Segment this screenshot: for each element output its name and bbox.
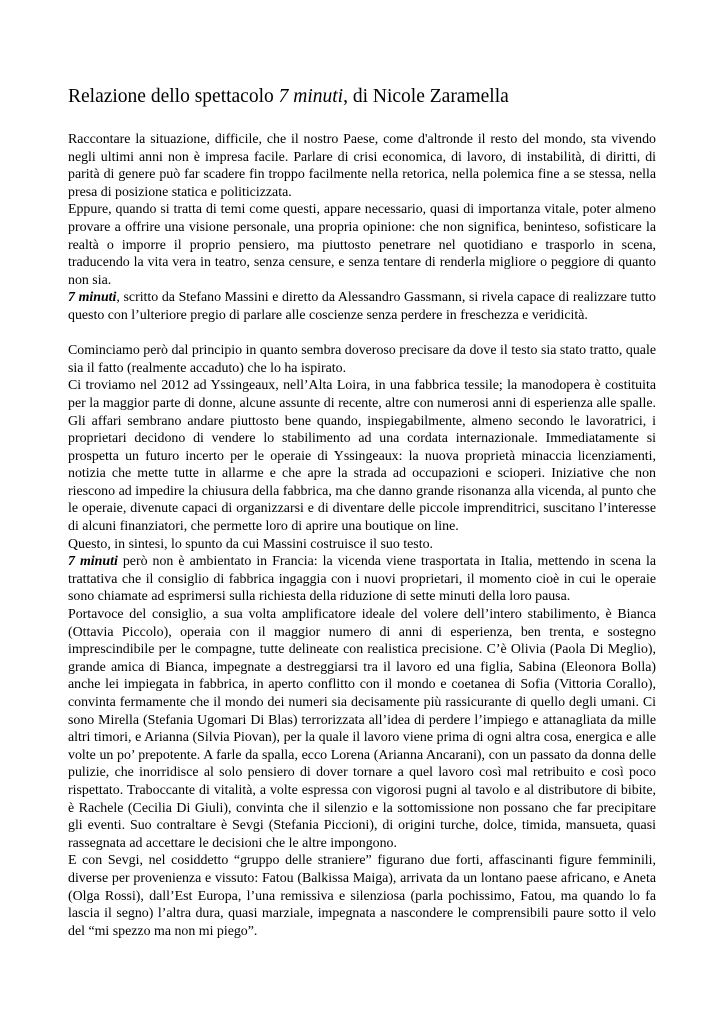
paragraph-intro: Raccontare la situazione, difficile, che il nostro Paese, come d'altronde il resto del mondo, sta vivendo negli ultimi anni non è impresa facile. Parlare di crisi economica, di lavoro, di instabilità, di diritti, di parità di genere può far scadere fin troppo facilmente nella retorica, nella polemica fine a se stessa, nella presa di posizione statica e politicizzata. (68, 132, 656, 200)
title-prefix: Relazione dello spettacolo (68, 86, 279, 107)
title-play-name: 7 minuti (278, 86, 344, 107)
paragraph-characters: Portavoce del consiglio, a sua volta amplificatore ideale del volere dell’intero stabilimento, è Bianca (Ottavia Piccolo), operaia con il maggior numero di anni di esperienza, ben trenta, e sostegno imprescindibile per le compagne, tutte delineate con realistica precisione. C’è Olivia (Paola Di Meglio), grande amica di Bianca, impegnate a destreggiarsi tra il lavoro ed una figlia, Sabina (Eleonora Bolla) anche lei impiegata in fabbrica, in aperto conflitto con il mondo e coetanea di Sofia (Vittoria Corallo), convinta fermamente che il mondo dei numeri sia decisamente più rassicurante di quello degli umani. Ci sono Mirella (Stefania Ugomari Di Blas) terrorizzata all’idea di perdere l’impiego e attanagliata da mille altri timori, e Arianna (Silvia Piovan), per la quale il lavoro viene prima di ogni altra cosa, energica e alle volte un po’ prepotente. A farle da spalla, ecco Lorena (Arianna Ancarani), con un passato da donna delle pulizie, che inorridisce al solo pensiero di dover tornare a quel lavoro così mal retribuito e così poco rispettato. Traboccante di vitalità, a volte espressa con vigorosi pugni al tavolo e al distributore di bibite, è Rachele (Cecilia Di Giuli), convinta che il silenzio e la sottomissione non possano che far precipitare gli eventi. Suo contraltare è Sevgi (Stefania Piccioni), di origini turche, dolce, timida, mansueta, quasi rassegnata ad accettare le decisioni che le altre impongono. (68, 607, 656, 851)
paragraph-eppure: Eppure, quando si tratta di temi come questi, appare necessario, quasi di importanza vitale, poter almeno provare a offrire una visione personale, una propria opinione: che non significa, beninteso, sofisticare la realtà o imporre il proprio pensiero, ma piuttosto penetrare nel quotidiano e trasporlo in scena, traducendo la vita vera in teatro, senza censure, e senza tentare di renderla migliore o peggiore di quanto non sia. (68, 202, 656, 288)
document-title (68, 86, 509, 108)
paragraph-text: però non è ambientato in Francia: la vicenda viene trasportata in Italia, mettendo in scena la trattativa che il consiglio di fabbrica ingaggia con i nuovi proprietari, il momento cioè in cui le operaie sono chiamate ad esprimersi sulla richiesta della riduzione di sette minuti della loro pausa. (68, 554, 656, 605)
play-name-emphasis: 7 minuti (68, 290, 117, 306)
title-suffix: , di Nicole Zaramella (343, 86, 509, 107)
paragraph-italia (68, 553, 656, 606)
paragraph-straniere: E con Sevgi, nel cosiddetto “gruppo delle straniere” figurano due forti, affascinanti figure femminili, diverse per provenienza e vissuto: Fatou (Balkissa Maiga), arrivata da un lontano paese africano, e Aneta (Olga Rossi), dall’Est Europa, l’una remissiva e silenziosa (parla pochissimo, Fatou, ma quando lo fa lascia il segno) l’altra dura, quasi marziale, impegnata a nascondere le comprensibili paure sotto il velo del “mi spezzo ma non mi piego”. (68, 853, 656, 939)
play-name-emphasis: 7 minuti (68, 554, 118, 570)
paragraph-origin: Cominciamo però dal principio in quanto sembra doveroso precisare da dove il testo sia stato tratto, quale sia il fatto (realmente accaduto) che lo ha ispirato. (68, 343, 656, 376)
paragraph-massini (68, 289, 656, 324)
document-body (68, 131, 656, 940)
paragraph-text: , scritto da Stefano Massini e diretto da Alessandro Gassmann, si rivela capace di realizzare tutto questo con l’ulteriore pregio di parlare alle coscienze senza perdere in freschezza e veridicità. (68, 290, 656, 323)
paragraph-sintesi: Questo, in sintesi, lo spunto da cui Massini costruisce il suo testo. (68, 536, 433, 552)
paragraph-yssingeaux: Ci troviamo nel 2012 ad Yssingeaux, nell’Alta Loira, in una fabbrica tessile; la manodopera è costituita per la maggior parte di donne, alcune assunte di recente, altre con numerosi anni di esperienza alle spalle. Gli affari sembrano andare piuttosto bene quando, inspiegabilmente, almeno secondo le lavoratrici, i proprietari decidono di vendere lo stabilimento ad una cordata internazionale. Immediatamente si prospetta un futuro incerto per le operaie di Yssingeaux: la nuova proprietà minaccia licenziamenti, notizia che mette tutte in allarme e che apre la strada ad occupazioni e scioperi. Iniziative che non riescono ad impedire la chiusura della fabbrica, ma che danno grande risonanza alla vicenda, al punto che le operaie, divenute capaci di organizzarsi e di diventare delle piccole imprenditrici, suscitano l’interesse di alcuni finanziatori, che permette loro di aprire una boutique on line. (68, 378, 656, 535)
